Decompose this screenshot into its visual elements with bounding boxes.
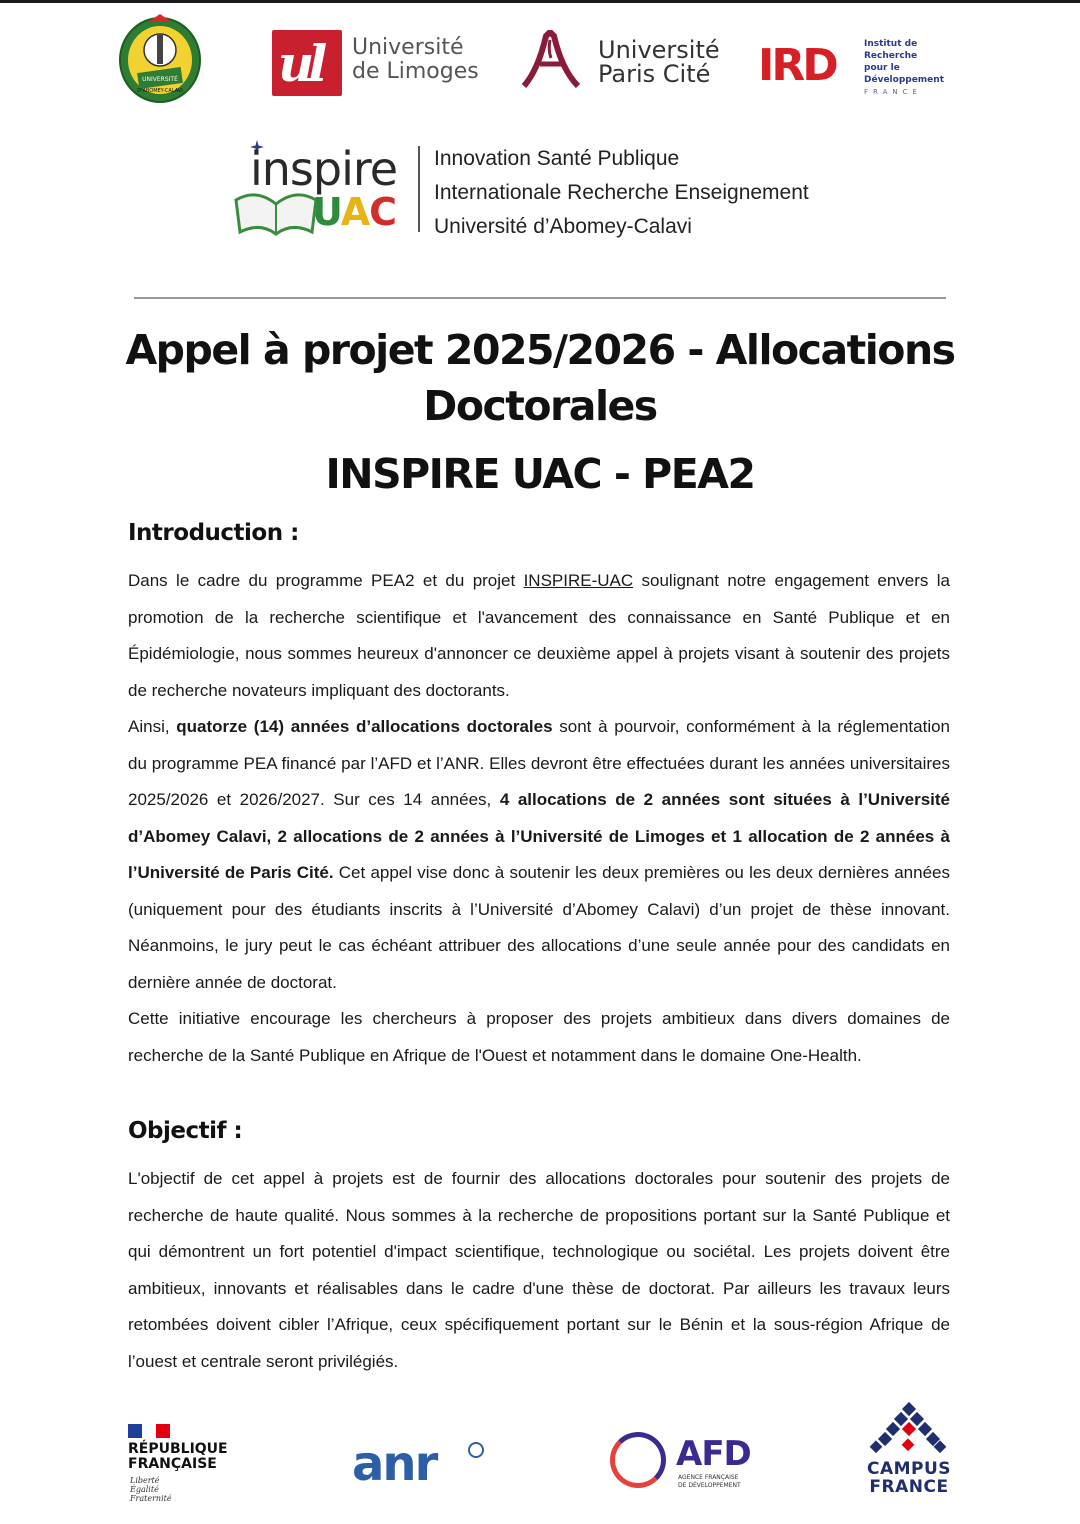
introduction-paragraph-2: Ainsi, quatorze (14) années d’allocations doctorales sont à pourvoir, conformément à la réglementation du programme PEA financé par l’AFD et l’ANR. Elles devront être effectuées durant les années universitaires 2025/2026 et 2026/2027. Sur ces 14 années, 4 allocations de 2 années sont situées à l’Université d’Abomey Calavi, 2 allocations de 2 années à l’Université de Limoges et 1 allocation de 2 années à l’Université de Paris Cité. Cet appel vise donc à soutenir les deux premières ou les deux dernières années (uniquement pour des étudiants inscrits à l’Université d’Abomey Calavi) d’un projet de thèse innovant. Néanmoins, le jury peut le cas échéant attribuer des allocations d’une seule année pour des candidats en dernière année de doctorat. — [128, 717, 951, 992]
inspire-tagline-line: Université d’Abomey-Calavi — [434, 215, 692, 238]
rf-line1: RÉPUBLIQUE — [128, 1441, 228, 1457]
campus-france-logo — [862, 1402, 956, 1502]
rf-motto: Fraternité — [130, 1494, 172, 1503]
uac-seal-text: UNIVERSITÉ — [142, 76, 178, 83]
rf-line2: FRANÇAISE — [128, 1456, 217, 1472]
header-divider — [134, 297, 946, 299]
uac-wordmark: UAC — [312, 190, 396, 234]
afd-ring-icon — [610, 1432, 666, 1488]
paris-cite-line1: Université — [598, 36, 720, 64]
afd-wordmark: AFD — [676, 1434, 751, 1474]
inspire-tagline-line: Internationale Recherche Enseignement — [434, 181, 809, 204]
objectif-body — [128, 1161, 950, 1380]
inspire-tagline-line: Innovation Santé Publique — [434, 147, 680, 170]
inspire-tagline — [434, 142, 809, 244]
inspire-uac-logo — [232, 140, 407, 240]
paris-cite-line2: Paris Cité — [598, 60, 711, 88]
ird-mark: IRD — [758, 40, 836, 91]
afd-subtitle: DE DÉVELOPPEMENT — [678, 1482, 741, 1489]
title-line1: Appel à projet 2025/2026 - Allocations — [125, 326, 955, 374]
objectif-heading: Objectif : — [128, 1118, 243, 1144]
anr-dot-icon — [468, 1442, 484, 1458]
afd-subtitle: AGENCE FRANÇAISE — [678, 1474, 739, 1481]
campus-line2: FRANCE — [869, 1477, 949, 1497]
afd-logo — [610, 1430, 760, 1500]
ird-line3: FRANCE — [864, 88, 922, 96]
introduction-paragraph-1: Dans le cadre du programme PEA2 et du projet INSPIRE-UAC soulignant notre engagement envers la promotion de la recherche scientifique et l'avancement des connaissance en Santé Publique et en Épidémiologie, nous sommes heureux d'annoncer ce deuxième appel à projets visant à soutenir des projets de recherche novateurs impliquant des doctorants. — [128, 571, 950, 700]
page-top-border — [0, 0, 1080, 3]
campus-line1: CAMPUS — [866, 1459, 952, 1479]
document-title — [100, 322, 980, 434]
rf-motto: Liberté — [130, 1476, 160, 1485]
universite-paris-cite-logo — [518, 30, 728, 98]
paris-cite-mark-icon — [518, 30, 584, 90]
inspire-uac-banner — [232, 140, 872, 240]
universite-limoges-logo — [272, 30, 492, 98]
funder-logos-footer — [0, 1400, 1080, 1510]
limoges-line1: Université — [352, 35, 464, 60]
ird-line1: Institut de Recherche — [864, 39, 918, 61]
document-subtitle: INSPIRE UAC - PEA2 — [325, 450, 755, 498]
limoges-line2: de Limoges — [352, 59, 479, 84]
inspire-uac-link[interactable]: INSPIRE-UAC — [523, 571, 634, 590]
title-line2: Doctorales — [423, 382, 657, 430]
french-flag-icon — [128, 1424, 170, 1438]
introduction-body — [128, 563, 950, 1074]
introduction-paragraph-3: Cette initiative encourage les chercheurs à proposer des projets ambitieux dans divers domaines de recherche de la Santé Publique en Afrique de l'Ouest et notamment dans le domaine One-Health. — [128, 1009, 950, 1065]
limoges-mark-icon: ul — [272, 30, 342, 96]
inspire-separator — [418, 146, 420, 232]
inspire-wordmark: inspire — [250, 142, 398, 196]
introduction-heading: Introduction : — [128, 520, 299, 546]
uac-seal-text: D'ABOMEY-CALAVI — [137, 88, 183, 94]
ird-line2: pour le Développement — [864, 63, 944, 85]
republique-francaise-logo — [128, 1422, 238, 1508]
objectif-paragraph-1: L'objectif de cet appel à projets est de fournir des allocations doctorales pour soutenir des projets de recherche de haute qualité. Nous sommes à la recherche de propositions portant sur la Santé Publique et qui démontrent un fort potentiel d'impact scientifique, technologique ou sociétal. Les projets doivent être ambitieux, innovants et réalisables dans le cadre d'une thèse de doctorat. Par ailleurs les travaux leurs retombées doivent cibler l’Afrique, ceux spécifiquement portant sur le Bénin et la sous-région Afrique de l’ouest et centrale seront privilégiés. — [128, 1169, 950, 1371]
anr-logo: anr — [352, 1436, 437, 1492]
campus-diamond-icon — [862, 1402, 956, 1458]
uac-seal-logo — [118, 12, 202, 104]
ird-logo — [758, 36, 968, 96]
partner-logos-header — [0, 10, 1080, 110]
rf-motto: Égalité — [130, 1485, 159, 1494]
